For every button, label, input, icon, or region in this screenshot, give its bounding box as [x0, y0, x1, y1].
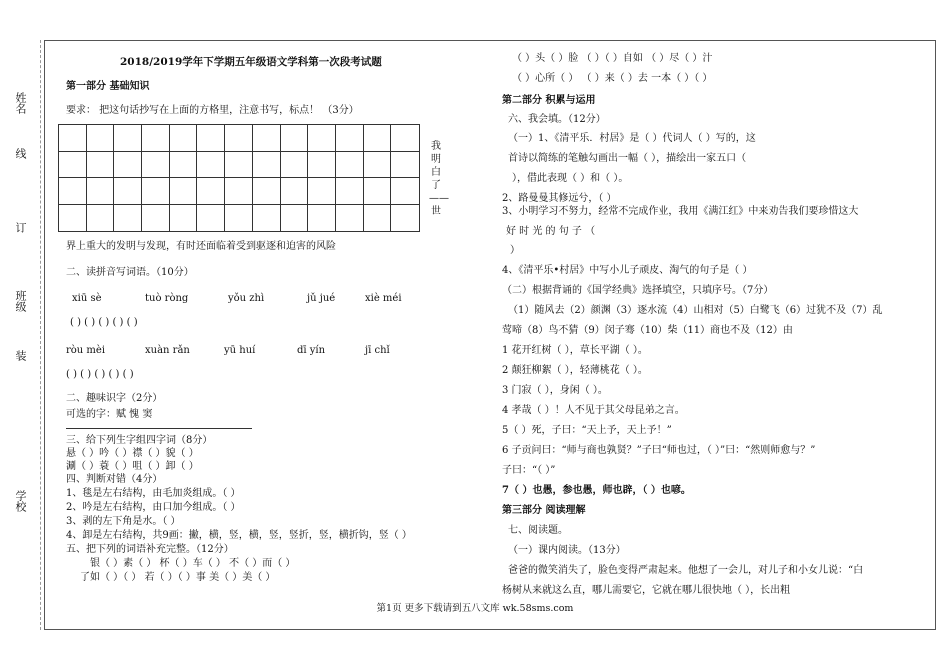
classics-b3[interactable]: 3 门寂（ ），身闲（ ）。 — [502, 385, 608, 396]
pinyin-9: dī yín — [297, 345, 326, 356]
page-title: 2018/2019学年下学期五年级语文学科第一次段考试题 — [120, 56, 382, 68]
copy-requirement: 要求： 把这句话抄写在上面的方格里，注意书写，标点！ （3分） — [66, 105, 359, 116]
q3-heading: 三、给下列生字组四字词（8分） — [66, 435, 213, 446]
sidebar-bind-label: 订 — [14, 222, 27, 233]
pinyin-1: xiū sè — [72, 293, 102, 304]
part3-heading: 第三部分 阅读理解 — [502, 505, 586, 516]
reading-text-1: 爸爸的微笑消失了，脸色变得严肃起来。他想了一会儿，对儿子和小女儿说：“白 — [508, 565, 864, 576]
q7-heading: 七、阅读题。 — [508, 525, 568, 536]
sidebar-school-label: 学校 — [14, 490, 27, 512]
classics-heading: （二）根据背诵的《国学经典》选择填空，只填序号。（7分） — [502, 285, 774, 296]
reading-text-2[interactable]: 杨树从来就这么直，哪儿需要它，它就在哪儿很快地（ ），长出粗 — [502, 585, 791, 596]
sidebar-seal-label: 装 — [14, 350, 27, 361]
part1-heading: 第一部分 基础知识 — [66, 81, 150, 92]
classics-options-1: （1）随风去（2）颜渊（3）逐水流（4）山相对（5）白鹭飞（6）过犹不及（7）乱 — [508, 305, 883, 316]
pinyin-6: ròu mèi — [66, 345, 106, 356]
pinyin-2: tuò ròng — [145, 293, 189, 304]
page-footer: 第1页 更多下载请到五八文库 wk.58sms.com — [376, 603, 574, 614]
sidebar-name-label: 姓名 — [14, 92, 27, 114]
classics-b2[interactable]: 2 颠狂柳絮（ ），轻薄桃花（ ）。 — [502, 365, 648, 376]
q4-heading: 四、判断对错（4分） — [66, 474, 163, 485]
fill-line-2[interactable]: 了如（ ）（ ） 若（ ）（ ）事 美（ ）美（ ） — [80, 572, 276, 583]
fill-line-3[interactable]: （ ）头（ ）脸 （ ）（ ）自如 （ ）尽（ ）汁 — [512, 53, 713, 64]
answer-underline — [66, 428, 252, 429]
fill-a5: 3、小明学习不努力，经常不完成作业，我用《满江红》中来劝告我们要珍惜这大 — [502, 206, 859, 217]
fill-a2[interactable]: 首诗以简练的笔触勾画出一幅（ ），描绘出一家五口（ — [508, 153, 747, 164]
judge-1[interactable]: 1、毯是左右结构，由毛加炎组成。（ ） — [66, 488, 241, 499]
q3-line-1[interactable]: 悬（ ）吟（ ）襟（ ）貌（ ） — [66, 448, 199, 459]
vertical-sentence: 我明白了——世 — [429, 141, 449, 217]
sidebar-line-label: 线 — [14, 148, 27, 159]
binding-line — [40, 40, 42, 630]
q5-heading: 五、把下列的词语补充完整。（12分） — [66, 544, 234, 555]
judge-4[interactable]: 4、卸是左右结构，共9画：撇，横，竖，横，竖，竖折，竖，横折钩，竖（ ） — [66, 530, 412, 541]
pinyin-answer-row-1[interactable]: ( ) ( ) ( ) ( ) ( ) — [70, 317, 138, 328]
fill-a8[interactable]: 4、《清平乐•村居》中写小儿子顽皮、淘气的句子是（ ） — [502, 265, 753, 276]
fill-a3[interactable]: ），借此表现（ ）和（ ）。 — [512, 173, 629, 184]
pinyin-answer-row-2[interactable]: ( ) ( ) ( ) ( ) ( ) — [66, 369, 134, 380]
fill-a4[interactable]: 2、路曼曼其修远兮，（ ） — [502, 193, 617, 204]
fill-line-4[interactable]: （ ）心所（ ） （ ）来（ ）去 一本（ ）（ ） — [512, 73, 713, 84]
fill-a1[interactable]: （一）1、《清平乐．村居》是（ ）代词人（ ）写的，这 — [508, 133, 756, 144]
judge-2[interactable]: 2、吟是左右结构，由口加今组成。（ ） — [66, 502, 241, 513]
q6-heading: 六、我会填。（12分） — [508, 114, 606, 125]
classics-options-2: 莺啼（8）鸟不猜（9）闵子骞（10）柴（11）商也不及（12）由 — [502, 325, 793, 336]
pinyin-8: yū huí — [224, 345, 256, 356]
copy-sentence: 界上重大的发明与发现，有时还面临着受到驱逐和迫害的风险 — [66, 241, 336, 252]
classics-b1[interactable]: 1 花开红树（ ），草长平湖（ ）。 — [502, 345, 648, 356]
fun-words: 可选的字：赋 愧 窦 — [66, 409, 153, 420]
classics-b4[interactable]: 4 孝哉（ ）！人不见于其父母昆弟之言。 — [502, 405, 685, 416]
judge-3[interactable]: 3、剥的左下角是水。（ ） — [66, 516, 181, 527]
classics-b8[interactable]: 7（ ）也愚，参也愚，师也辟，（ ）也喭。 — [502, 485, 691, 496]
pinyin-3: yǒu zhì — [228, 293, 265, 304]
pinyin-7: xuàn rǎn — [145, 345, 190, 356]
pinyin-10: jī chǐ — [365, 345, 390, 356]
writing-grid[interactable] — [58, 124, 420, 232]
fun-heading: 二、趣味识字（2分） — [66, 393, 163, 404]
reading-heading: （一）课内阅读。（13分） — [508, 545, 626, 556]
fill-line-1[interactable]: 银（ ）素（ ） 杯（ ）车（ ） 不（ ）而（ ） — [90, 558, 296, 569]
q2-heading: 二、读拼音写词语。（10分） — [66, 267, 194, 278]
pinyin-5: xiè méi — [365, 293, 402, 304]
classics-b5[interactable]: 5（ ）死，子曰：“天上予，天上予！” — [502, 425, 672, 436]
q3-line-2[interactable]: 涮（ ）蓑（ ）咀（ ）卸（ ） — [66, 461, 199, 472]
pinyin-4: jǔ jué — [307, 293, 336, 304]
fill-a7: ） — [510, 245, 520, 256]
fill-a6[interactable]: 好 时 光 的 句 子 （ — [506, 226, 596, 237]
classics-b7[interactable]: 子曰：“（ ）” — [502, 465, 556, 476]
sidebar-class-label: 班级 — [14, 290, 27, 312]
part2-heading: 第二部分 积累与运用 — [502, 95, 596, 106]
classics-b6[interactable]: 6 子贡问曰：“师与商也孰贤？”子曰“师也过，（ ）”曰：“然则师愈与？” — [502, 445, 816, 456]
